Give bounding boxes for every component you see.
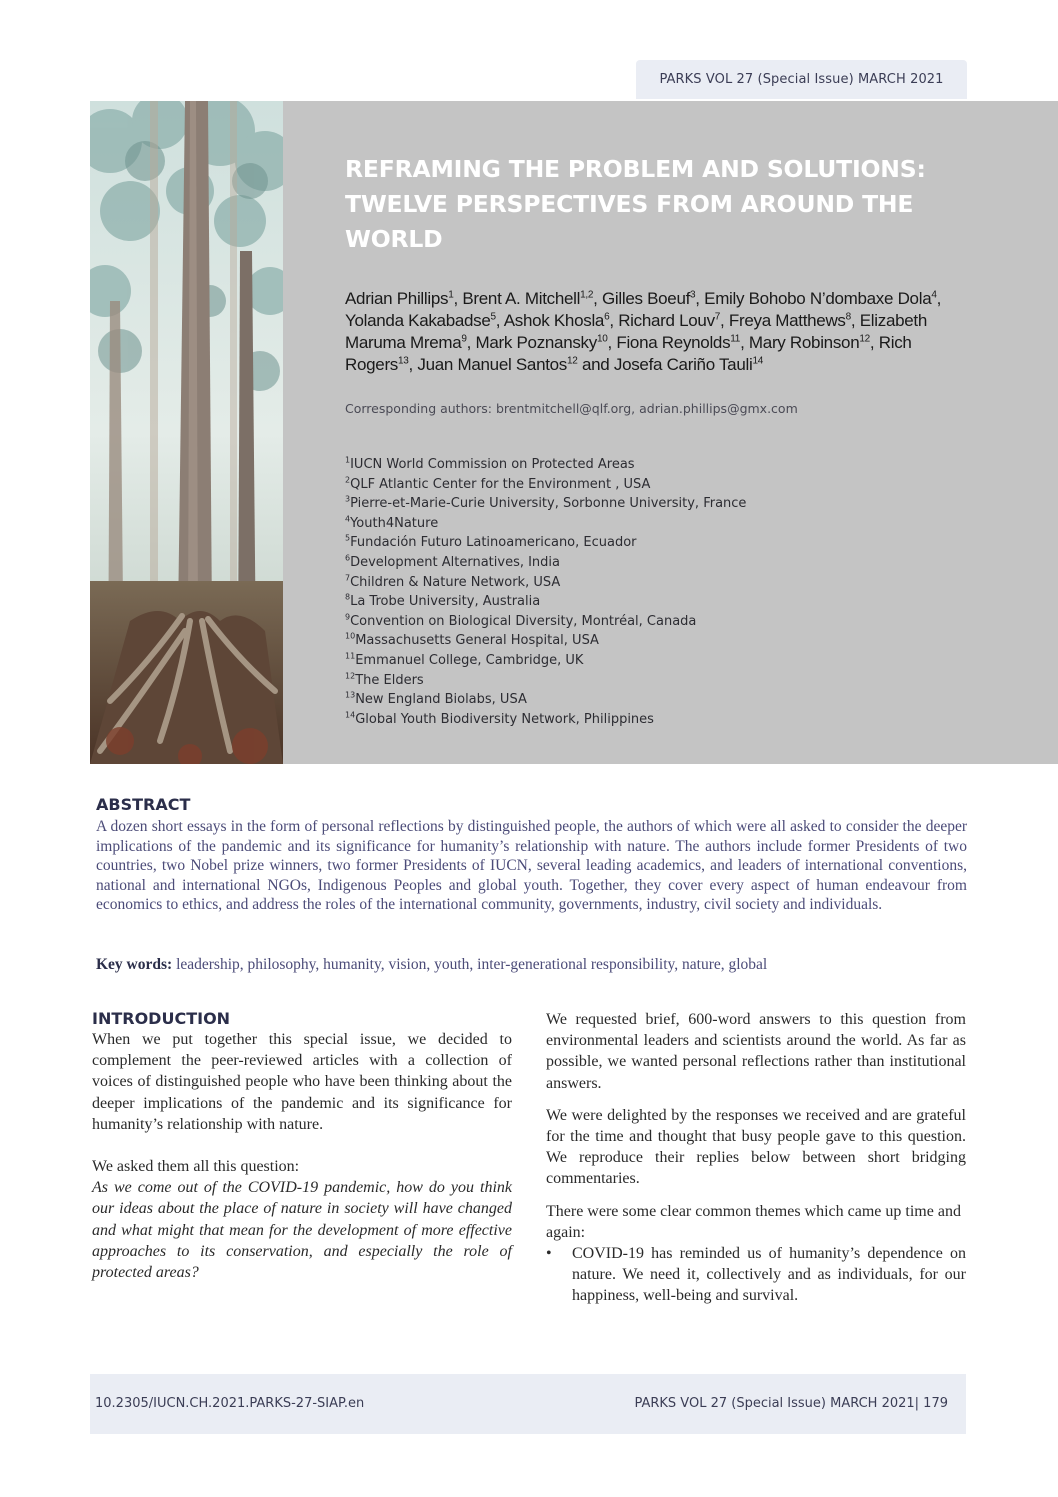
affiliation-text: The Elders: [355, 672, 424, 688]
author-name: Emily Bohobo N’dombaxe Dola: [704, 289, 932, 308]
author-name: Elizabeth Maruma Mrema: [345, 311, 927, 352]
affiliation-item: [345, 514, 965, 534]
left-column: [92, 1009, 512, 1283]
affiliation-item: [345, 553, 965, 573]
affiliation-item: [345, 651, 965, 671]
intro-paragraph: When we put together this special issue, we decided to complement the peer-reviewed articles with a collection of voices of distinguished people who have been thinking about the deeper implications of the pandemic and its significance for humanity’s relationship with nature.: [92, 1031, 512, 1133]
affiliation-text: New England Biolabs, USA: [355, 692, 527, 708]
author-affiliation-number: 8: [845, 311, 851, 323]
affiliation-number: 10: [345, 632, 356, 642]
title-line-1: REFRAMING THE PROBLEM AND SOLUTIONS:: [345, 155, 926, 183]
author-affiliation-number: 14: [752, 355, 763, 367]
affiliation-number: 7: [345, 573, 351, 583]
affiliation-item: [345, 710, 965, 730]
author-list: Adrian Phillips$^1$, Brent A. Mitchell$^{1,2}$, Gilles Boeuf$^3$, Emily Bohobo N’dombaxe Dola$^4$, Yolanda Kakabadse$^5$, Ashok Khosla$^6$, Richard Louv$^7$, Freya Matthews$^8$, Elizabeth Maruma Mrema$^9$, Mark Poznansky$^{10}$, Fiona Reynolds$^{11}$, Mary Robinson$^{12}$, Rich Rogers$^{13}$, Juan Manuel Santos$^{12}$ and Josefa Cariño Tauli$^{14}$: [345, 289, 942, 374]
affiliation-text: Global Youth Biodiversity Network, Philippines: [355, 711, 654, 727]
title-line-3: WORLD: [345, 225, 443, 253]
journal-header-tab: PARKS VOL 27 (Special Issue) MARCH 2021: [636, 60, 967, 99]
affiliation-number: 11: [345, 651, 356, 661]
bullet-item: [546, 1243, 966, 1307]
research-question: As we come out of the COVID-19 pandemic, how do you think our ideas about the place of nature in society will have changed and what might that mean for the development of more effective approaches to its conservation, and especially the role of protected areas?: [92, 1179, 512, 1282]
author-affiliation-number: 11: [730, 333, 741, 345]
author-affiliation-number: 7: [714, 311, 721, 323]
affiliation-item: [345, 671, 965, 691]
author-name: Richard Louv: [618, 311, 715, 330]
author-affiliation-number: 12: [567, 355, 578, 367]
author-name: Gilles Boeuf: [601, 289, 691, 308]
affiliation-number: 4: [345, 514, 351, 524]
author-name: Ashok Khosla: [503, 311, 605, 330]
author-affiliation-number: 4: [931, 289, 937, 301]
author-name: Adrian Phillips: [345, 289, 449, 308]
affiliation-number: 8: [345, 592, 351, 602]
article-title: [345, 152, 985, 257]
footer-doi: 10.2305/IUCN.CH.2021.PARKS-27-SIAP.en: [95, 1396, 365, 1411]
author-conjunction: and: [581, 355, 610, 374]
footer-page-number: PARKS VOL 27 (Special Issue) MARCH 2021| 179: [634, 1396, 948, 1411]
author-affiliation-number: 10: [596, 333, 608, 345]
author-name: Freya Matthews: [728, 311, 846, 330]
affiliation-item: [345, 592, 965, 612]
affiliation-text: Children & Nature Network, USA: [350, 574, 561, 590]
title-line-2: TWELVE PERSPECTIVES FROM AROUND THE: [345, 190, 914, 218]
author-name: Yolanda Kakabadse: [345, 311, 491, 330]
author-name: Mary Robinson: [748, 333, 860, 352]
author-affiliation-number: 12: [859, 333, 870, 345]
affiliation-item: [345, 494, 965, 514]
affiliation-item: [345, 612, 965, 632]
affiliation-list: [345, 455, 965, 729]
bullet-marker: •: [546, 1245, 552, 1263]
abstract-heading: ABSTRACT: [96, 795, 191, 814]
affiliation-text: Fundación Futuro Latinoamericano, Ecuador: [350, 535, 637, 551]
affiliation-text: Youth4Nature: [350, 515, 439, 531]
keywords: [96, 956, 967, 974]
intro-paragraph: There were some clear common themes which came up time and again:: [546, 1202, 961, 1241]
page-footer: [90, 1374, 966, 1434]
affiliation-item: [345, 533, 965, 553]
affiliation-number: 13: [345, 690, 356, 700]
intro-paragraph: We asked them all this question:: [92, 1158, 300, 1176]
author-name: Mark Poznansky: [475, 333, 597, 352]
affiliation-number: 14: [345, 710, 356, 720]
author-affiliation-number: 3: [690, 289, 696, 301]
author-name: Josefa Cariño Tauli: [613, 355, 753, 374]
keywords-list: leadership, philosophy, humanity, vision, youth, inter-generational responsibility, nature, global: [176, 956, 768, 973]
affiliation-text: Pierre-et-Marie-Curie University, Sorbonne University, France: [350, 496, 747, 512]
affiliation-text: Development Alternatives, India: [350, 554, 561, 570]
corresponding-authors: Corresponding authors: brentmitchell@qlf.org, adrian.phillips@gmx.com: [345, 401, 798, 416]
affiliation-text: La Trobe University, Australia: [350, 594, 541, 610]
affiliation-number: 12: [345, 671, 356, 681]
affiliation-number: 9: [345, 612, 351, 622]
author-name: Juan Manuel Santos: [417, 355, 567, 374]
author-affiliation-number: 13: [398, 355, 409, 367]
forest-photo: [90, 101, 283, 764]
affiliation-item: [345, 475, 965, 495]
author-name: Rich Rogers: [345, 333, 912, 374]
affiliation-number: 3: [345, 494, 351, 504]
affiliation-text: IUCN World Commission on Protected Areas: [350, 457, 635, 472]
affiliation-text: Emmanuel College, Cambridge, UK: [355, 652, 584, 668]
affiliation-text: Massachusetts General Hospital, USA: [355, 633, 599, 649]
bullet-text: COVID-19 has reminded us of humanity’s dependence on nature. We need it, collectively and as individuals, for our happiness, well-being and survival.: [572, 1245, 966, 1305]
affiliation-number: 6: [345, 553, 351, 563]
affiliation-item: [345, 455, 965, 475]
right-column: [546, 1009, 966, 1307]
author-name: Fiona Reynolds: [616, 333, 731, 352]
author-affiliation-number: 1,2: [580, 289, 594, 301]
author-affiliation-number: 9: [461, 333, 467, 345]
affiliation-item: [345, 690, 965, 710]
author-affiliation-number: 1: [448, 289, 454, 301]
keywords-label: Key words:: [96, 956, 173, 973]
affiliation-text: Convention on Biological Diversity, Montréal, Canada: [350, 613, 697, 629]
affiliation-item: [345, 573, 965, 593]
affiliation-number: 5: [345, 534, 351, 544]
author-affiliation-number: 5: [490, 311, 496, 323]
intro-paragraph: We requested brief, 600-word answers to this question from environmental leaders and scientists around the world. As far as possible, we wanted personal reflections rather than institutional answers.: [546, 1011, 966, 1092]
affiliation-number: 2: [345, 475, 351, 485]
introduction-heading: INTRODUCTION: [92, 1009, 231, 1028]
author-name: Brent A. Mitchell: [462, 289, 581, 308]
author-affiliation-number: 6: [604, 311, 610, 323]
affiliation-number: 1: [345, 455, 351, 465]
intro-paragraph: We were delighted by the responses we received and are grateful for the time and thought that busy people gave to this question. We reproduce their replies below between short bridging commentaries.: [546, 1106, 966, 1188]
affiliation-text: QLF Atlantic Center for the Environment , USA: [350, 476, 651, 492]
affiliation-item: [345, 631, 965, 651]
abstract-body: A dozen short essays in the form of personal reflections by distinguished people, the authors of which were all asked to consider the deeper implications of the pandemic and its significance for humanity’s relationship with nature. The authors include former Presidents of two countries, two Nobel prize winners, two former Presidents of IUCN, several leading academics, and leaders of international conventions, national and international NGOs, Indigenous Peoples and global youth. Together, they cover every aspect of human endeavour from economics to ethics, and address the roles of the international community, governments, industry, civil society and individuals.: [96, 818, 967, 914]
